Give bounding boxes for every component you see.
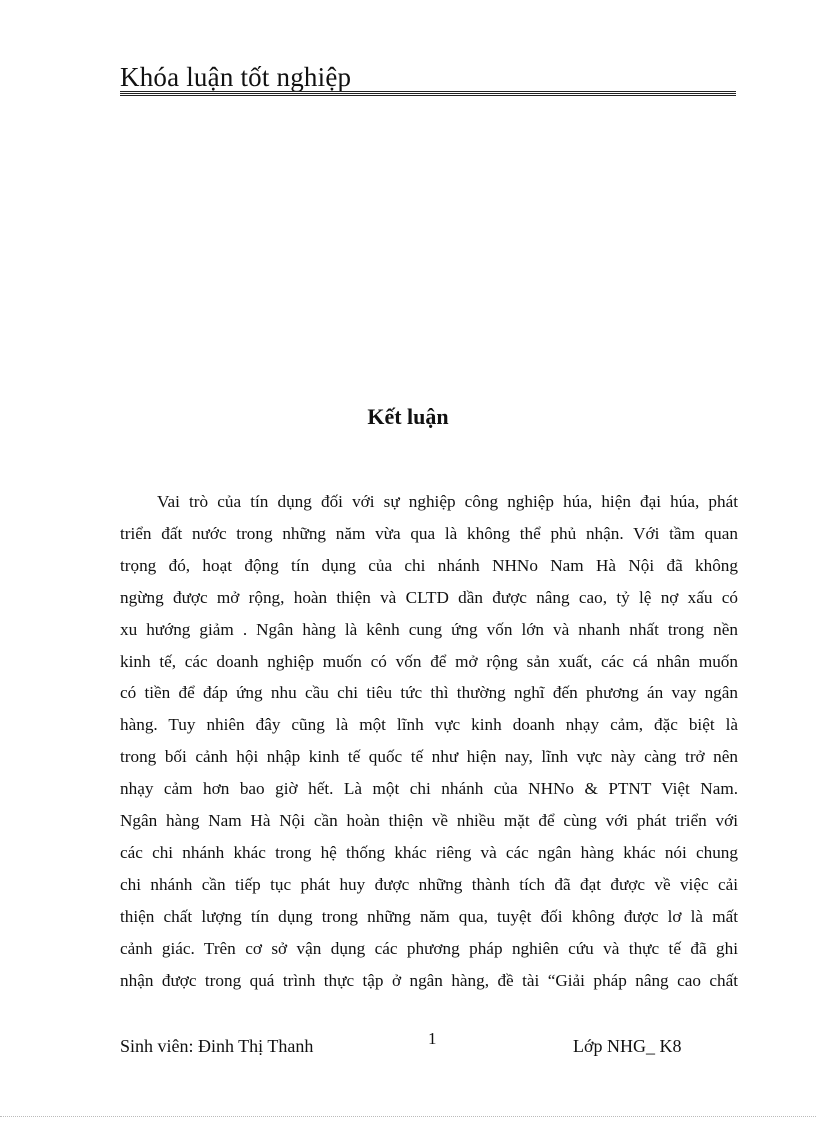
paragraph-line: cảnh giác. Trên cơ sở vận dụng các phương pháp nghiên cứu và thực tế đã ghi <box>120 938 738 958</box>
paragraph-line: Vai trò của tín dụng đối với sự nghiệp công nghiệp húa, hiện đại húa, phát <box>157 492 738 511</box>
footer-class-label: Lớp NHG_ K8 <box>573 1036 682 1056</box>
paragraph-line: nhận được trong quá trình thực tập ở ngân hàng, đề tài “Giải pháp nâng cao chất <box>120 970 738 990</box>
paragraph-line: xu hướng giảm . Ngân hàng là kênh cung ứng vốn lớn và nhanh nhất trong nền <box>120 619 738 639</box>
paragraph-line: hàng. Tuy nhiên đây cũng là một lĩnh vực kinh doanh nhạy cảm, đặc biệt là <box>120 715 738 735</box>
paragraph-line: các chi nhánh khác trong hệ thống khác riêng và các ngân hàng khác nói chung <box>120 842 738 862</box>
section-heading: Kết luận <box>367 404 449 429</box>
paragraph-line: trong bối cảnh hội nhập kinh tế quốc tế như hiện nay, lĩnh vực này càng trở nên <box>120 747 738 767</box>
paragraph-line: triển đất nước trong những năm vừa qua là không thể phủ nhận. Với tầm quan <box>120 523 738 543</box>
body-paragraph <box>120 486 738 997</box>
paragraph-line: thiện chất lượng tín dụng trong những năm qua, tuyệt đối không được lơ là mất <box>120 906 738 926</box>
paragraph-line: Ngân hàng Nam Hà Nội cần hoàn thiện về nhiều mặt để cùng với phát triển với <box>120 811 738 831</box>
footer-student-name: Sinh viên: Đinh Thị Thanh <box>120 1036 314 1056</box>
paragraph-line: ngừng được mở rộng, hoàn thiện và CLTD dần được nâng cao, tỷ lệ nợ xấu có <box>120 587 738 607</box>
page-number: 1 <box>428 1029 437 1048</box>
paragraph-line: có tiền để đáp ứng nhu cầu chi tiêu tức thì thường nghĩ đến phương án vay ngân <box>120 683 738 703</box>
paragraph-line: nhạy cảm hơn bao giờ hết. Là một chi nhánh của NHNo & PTNT Việt Nam. <box>120 779 738 799</box>
header-rule <box>120 91 736 97</box>
document-header-title: Khóa luận tốt nghiệp <box>120 62 352 92</box>
paragraph-line: kinh tế, các doanh nghiệp muốn có vốn để mở rộng sản xuất, các cá nhân muốn <box>120 651 738 671</box>
paragraph-line: trọng đó, hoạt động tín dụng của chi nhánh NHNo Nam Hà Nội đã không <box>120 555 738 575</box>
paragraph-line: chi nhánh cần tiếp tục phát huy được những thành tích đã đạt được về việc cải <box>120 874 738 894</box>
page-bottom-divider <box>0 1116 816 1117</box>
